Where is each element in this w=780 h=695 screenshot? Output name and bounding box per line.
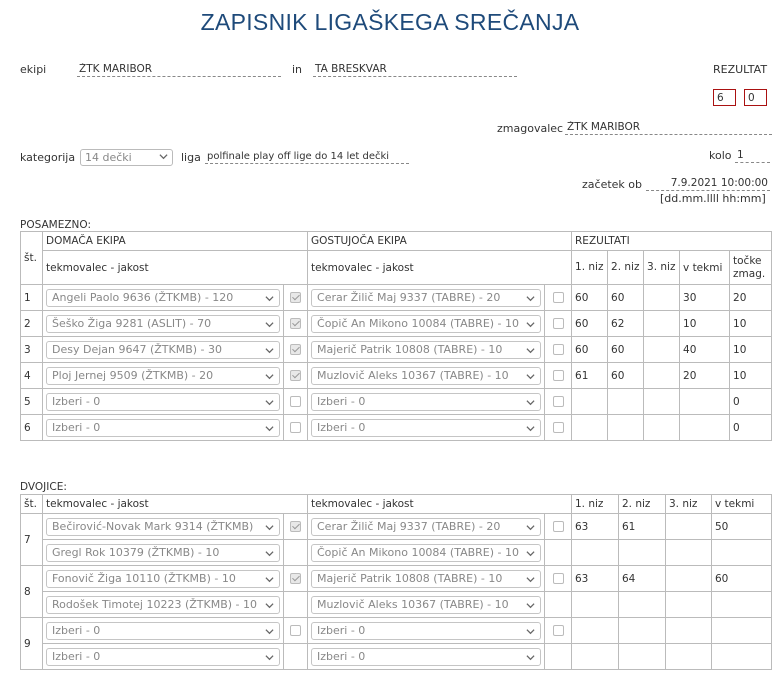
d-col-st-header: št. <box>21 495 43 514</box>
chevron-down-icon <box>265 320 274 329</box>
away-player-select[interactable] <box>311 393 541 411</box>
away-played-checkbox[interactable] <box>553 396 564 407</box>
win-points[interactable]: 0 <box>730 415 772 441</box>
match-score[interactable]: 60 <box>712 566 772 592</box>
pair-number: 9 <box>21 618 43 670</box>
chevron-down-icon <box>265 294 274 303</box>
d-niz1-header: 1. niz <box>572 495 619 514</box>
set2-score[interactable]: 64 <box>619 566 666 592</box>
in-label: in <box>292 63 303 76</box>
player-select-value: Čopič An Mikono 10084 (TABRE) - 10 <box>317 545 520 559</box>
singles-row <box>21 415 772 441</box>
away-played-checkbox[interactable] <box>553 422 564 433</box>
singles-table <box>20 231 772 441</box>
chevron-down-icon <box>265 575 274 584</box>
win-points[interactable]: 10 <box>730 363 772 389</box>
chevron-down-icon <box>265 523 274 532</box>
d-niz2-header: 2. niz <box>619 495 666 514</box>
player-select-value: Izberi - 0 <box>317 394 366 408</box>
row-number: 5 <box>21 389 43 415</box>
away-team-field[interactable]: TA BRESKVAR <box>313 63 517 77</box>
player-select-value: Angeli Paolo 9636 (ŽTKMB) - 120 <box>52 290 234 304</box>
chevron-down-icon <box>526 424 535 433</box>
player-select-value: Majerič Patrik 10808 (TABRE) - 10 <box>317 342 503 356</box>
set1-score[interactable]: 60 <box>572 311 608 337</box>
chevron-down-icon <box>265 601 274 610</box>
singles-row <box>21 337 772 363</box>
set1-score[interactable] <box>572 415 608 441</box>
set3-score[interactable] <box>644 389 680 415</box>
home-player-select[interactable] <box>46 315 280 333</box>
empty-cell <box>545 592 572 618</box>
away-played-checkbox[interactable] <box>553 625 564 636</box>
doubles-row-second <box>21 644 772 670</box>
kategorija-label: kategorija <box>20 151 76 164</box>
home-player-subheader: tekmovalec - jakost <box>43 251 308 285</box>
player-select-value: Gregl Rok 10379 (ŽTKMB) - 10 <box>52 545 220 559</box>
empty-cell <box>619 592 666 618</box>
chevron-down-icon <box>265 372 274 381</box>
set3-score[interactable] <box>644 285 680 311</box>
set3-score[interactable] <box>644 363 680 389</box>
away-played-checkbox[interactable] <box>553 521 564 532</box>
score-home-field[interactable]: 6 <box>713 89 736 106</box>
doubles-section-label: DVOJICE: <box>20 481 67 493</box>
player-select-value: Desy Dejan 9647 (ŽTKMB) - 30 <box>52 342 223 356</box>
set2-score[interactable] <box>608 389 644 415</box>
winner-field[interactable]: ŽTK MARIBOR <box>565 121 772 135</box>
zacetek-label: začetek ob <box>582 178 642 191</box>
col-home-header: DOMAČA EKIPA <box>43 232 308 251</box>
away-player-select[interactable] <box>311 341 541 359</box>
win-points[interactable]: 10 <box>730 337 772 363</box>
away-played-checkbox[interactable] <box>553 318 564 329</box>
vtekmi-header: v tekmi <box>680 251 730 285</box>
home-played-checkbox[interactable] <box>290 370 301 381</box>
empty-cell <box>712 592 772 618</box>
empty-cell <box>284 592 308 618</box>
away-player-select[interactable] <box>311 367 541 385</box>
set2-score[interactable]: 60 <box>608 363 644 389</box>
d-col-home-header: tekmovalec - jakost <box>43 495 308 514</box>
chevron-down-icon <box>526 523 535 532</box>
empty-cell <box>712 644 772 670</box>
set1-score[interactable]: 63 <box>572 514 619 540</box>
set2-score[interactable] <box>619 618 666 644</box>
set3-score[interactable] <box>666 566 712 592</box>
doubles-row-second <box>21 540 772 566</box>
liga-label: liga <box>181 151 201 164</box>
singles-row <box>21 285 772 311</box>
match-score[interactable] <box>680 389 730 415</box>
player-select-value: Izberi - 0 <box>52 420 101 434</box>
home-played-checkbox[interactable] <box>290 422 301 433</box>
away-player1-select[interactable] <box>311 622 541 640</box>
ekipi-label: ekipi <box>20 63 47 76</box>
niz2-header: 2. niz <box>608 251 644 285</box>
home-played-checkbox[interactable] <box>290 344 301 355</box>
chevron-down-icon <box>526 398 535 407</box>
set1-score[interactable]: 63 <box>572 566 619 592</box>
rezultat-label: REZULTAT <box>713 63 768 76</box>
set3-score[interactable] <box>666 514 712 540</box>
set1-score[interactable]: 60 <box>572 285 608 311</box>
home-played-checkbox[interactable] <box>290 318 301 329</box>
kolo-field[interactable]: 1 <box>735 149 770 163</box>
chevron-down-icon <box>265 398 274 407</box>
set1-score[interactable]: 60 <box>572 337 608 363</box>
pair-number: 7 <box>21 514 43 566</box>
match-score[interactable]: 30 <box>680 285 730 311</box>
player-select-value: Bečirović-Novak Mark 9314 (ŽTKMB) <box>52 519 254 533</box>
match-score[interactable]: 10 <box>680 311 730 337</box>
set1-score[interactable]: 61 <box>572 363 608 389</box>
chevron-down-icon <box>526 549 535 558</box>
col-st-header: št. <box>21 232 43 285</box>
col-away-header: GOSTUJOČA EKIPA <box>308 232 572 251</box>
match-score[interactable] <box>680 415 730 441</box>
singles-row <box>21 363 772 389</box>
home-played-checkbox[interactable] <box>290 396 301 407</box>
pair-number: 8 <box>21 566 43 618</box>
set1-score[interactable] <box>572 618 619 644</box>
empty-cell <box>666 540 712 566</box>
away-played-checkbox[interactable] <box>553 370 564 381</box>
d-vtekmi-header: v tekmi <box>712 495 772 514</box>
home-player-select[interactable] <box>46 289 280 307</box>
chevron-down-icon <box>526 601 535 610</box>
row-number: 3 <box>21 337 43 363</box>
niz1-header: 1. niz <box>572 251 608 285</box>
chevron-down-icon <box>526 372 535 381</box>
away-played-checkbox[interactable] <box>553 292 564 303</box>
home-player2-select[interactable] <box>46 544 280 562</box>
chevron-down-icon <box>265 549 274 558</box>
player-select-value: Fonovič Žiga 10110 (ŽTKMB) - 10 <box>52 571 236 585</box>
zmagovalec-label: zmagovalec <box>497 122 564 135</box>
empty-cell <box>619 540 666 566</box>
home-player1-select[interactable] <box>46 518 280 536</box>
player-select-value: Ploj Jernej 9509 (ŽTKMB) - 20 <box>52 368 214 382</box>
set1-score[interactable] <box>572 389 608 415</box>
player-select-value: Izberi - 0 <box>317 649 366 663</box>
player-select-value: Cerar Žilič Maj 9337 (TABRE) - 20 <box>317 290 501 304</box>
home-player-select[interactable] <box>46 367 280 385</box>
chevron-down-icon <box>265 627 274 636</box>
chevron-down-icon <box>265 346 274 355</box>
home-player1-select[interactable] <box>46 622 280 640</box>
niz3-header: 3. niz <box>644 251 680 285</box>
home-team-field[interactable]: ŽTK MARIBOR <box>77 63 281 77</box>
chevron-down-icon <box>526 294 535 303</box>
date-format-hint: [dd.mm.llll hh:mm] <box>660 192 766 205</box>
player-select-value: Čopič An Mikono 10084 (TABRE) - 10 <box>317 316 520 330</box>
set3-score[interactable] <box>644 311 680 337</box>
home-played-checkbox[interactable] <box>290 625 301 636</box>
player-select-value: Muzlovič Aleks 10367 (TABRE) - 10 <box>317 597 509 611</box>
row-number: 1 <box>21 285 43 311</box>
away-played-checkbox[interactable] <box>553 344 564 355</box>
player-select-value: Izberi - 0 <box>52 623 101 637</box>
chevron-down-icon <box>526 653 535 662</box>
away-player-select[interactable] <box>311 289 541 307</box>
liga-field[interactable]: polfinale play off lige do 14 let dečki <box>205 151 409 164</box>
away-player-select[interactable] <box>311 315 541 333</box>
start-time-field[interactable]: 7.9.2021 10:00:00 <box>646 177 770 191</box>
row-number: 4 <box>21 363 43 389</box>
chevron-down-icon <box>526 320 535 329</box>
player-select-value: Majerič Patrik 10808 (TABRE) - 10 <box>317 571 503 585</box>
win-points[interactable]: 20 <box>730 285 772 311</box>
chevron-down-icon <box>526 346 535 355</box>
player-select-value: Šeško Žiga 9281 (ASLIT) - 70 <box>52 316 212 330</box>
set3-score[interactable] <box>666 618 712 644</box>
set3-score[interactable] <box>644 415 680 441</box>
player-select-value: Rodošek Timotej 10223 (ŽTKMB) - 10 <box>52 597 258 611</box>
empty-cell <box>284 644 308 670</box>
doubles-row <box>21 566 772 592</box>
away-player-select[interactable] <box>311 419 541 437</box>
tocke-header: točke zmag. <box>730 251 772 285</box>
kolo-label: kolo <box>709 149 732 162</box>
match-score[interactable] <box>712 618 772 644</box>
doubles-table <box>20 494 772 670</box>
home-player-select[interactable] <box>46 341 280 359</box>
match-score[interactable]: 20 <box>680 363 730 389</box>
set2-score[interactable]: 60 <box>608 285 644 311</box>
score-away-field[interactable]: 0 <box>744 89 767 106</box>
kategorija-select[interactable] <box>80 149 173 166</box>
d-niz3-header: 3. niz <box>666 495 712 514</box>
empty-cell <box>572 644 619 670</box>
set2-score[interactable]: 61 <box>619 514 666 540</box>
home-played-checkbox[interactable] <box>290 292 301 303</box>
player-select-value: Izberi - 0 <box>317 623 366 637</box>
d-col-away-header: tekmovalec - jakost <box>308 495 572 514</box>
chevron-down-icon <box>159 152 168 161</box>
doubles-row <box>21 618 772 644</box>
singles-section-label: POSAMEZNO: <box>20 219 91 231</box>
match-score[interactable]: 40 <box>680 337 730 363</box>
home-player-select[interactable] <box>46 393 280 411</box>
player-select-value: Muzlovič Aleks 10367 (TABRE) - 10 <box>317 368 509 382</box>
match-score[interactable]: 50 <box>712 514 772 540</box>
win-points[interactable]: 10 <box>730 311 772 337</box>
empty-cell <box>666 644 712 670</box>
home-player2-select[interactable] <box>46 596 280 614</box>
away-player-subheader: tekmovalec - jakost <box>308 251 572 285</box>
doubles-row-second <box>21 592 772 618</box>
set3-score[interactable] <box>644 337 680 363</box>
player-select-value: Cerar Žilič Maj 9337 (TABRE) - 20 <box>317 519 501 533</box>
chevron-down-icon <box>526 575 535 584</box>
set2-score[interactable]: 62 <box>608 311 644 337</box>
col-results-header: REZULTATI <box>572 232 772 251</box>
empty-cell <box>545 644 572 670</box>
home-player1-select[interactable] <box>46 570 280 588</box>
doubles-row <box>21 514 772 540</box>
page-title: ZAPISNIK LIGAŠKEGA SREČANJA <box>200 9 580 35</box>
away-player1-select[interactable] <box>311 570 541 588</box>
home-player-select[interactable] <box>46 419 280 437</box>
empty-cell <box>545 540 572 566</box>
player-select-value: Izberi - 0 <box>52 649 101 663</box>
empty-cell <box>619 644 666 670</box>
empty-cell <box>712 540 772 566</box>
away-player2-select[interactable] <box>311 648 541 666</box>
home-played-checkbox[interactable] <box>290 521 301 532</box>
set2-score[interactable]: 60 <box>608 337 644 363</box>
home-played-checkbox[interactable] <box>290 573 301 584</box>
home-player2-select[interactable] <box>46 648 280 666</box>
win-points[interactable]: 0 <box>730 389 772 415</box>
singles-row <box>21 311 772 337</box>
chevron-down-icon <box>526 627 535 636</box>
row-number: 2 <box>21 311 43 337</box>
set2-score[interactable] <box>608 415 644 441</box>
away-player2-select[interactable] <box>311 544 541 562</box>
away-played-checkbox[interactable] <box>553 573 564 584</box>
singles-row <box>21 389 772 415</box>
empty-cell <box>572 592 619 618</box>
away-player1-select[interactable] <box>311 518 541 536</box>
away-player2-select[interactable] <box>311 596 541 614</box>
empty-cell <box>284 540 308 566</box>
kategorija-value: 14 dečki <box>85 151 132 164</box>
chevron-down-icon <box>265 424 274 433</box>
chevron-down-icon <box>265 653 274 662</box>
empty-cell <box>666 592 712 618</box>
row-number: 6 <box>21 415 43 441</box>
empty-cell <box>572 540 619 566</box>
player-select-value: Izberi - 0 <box>317 420 366 434</box>
player-select-value: Izberi - 0 <box>52 394 101 408</box>
